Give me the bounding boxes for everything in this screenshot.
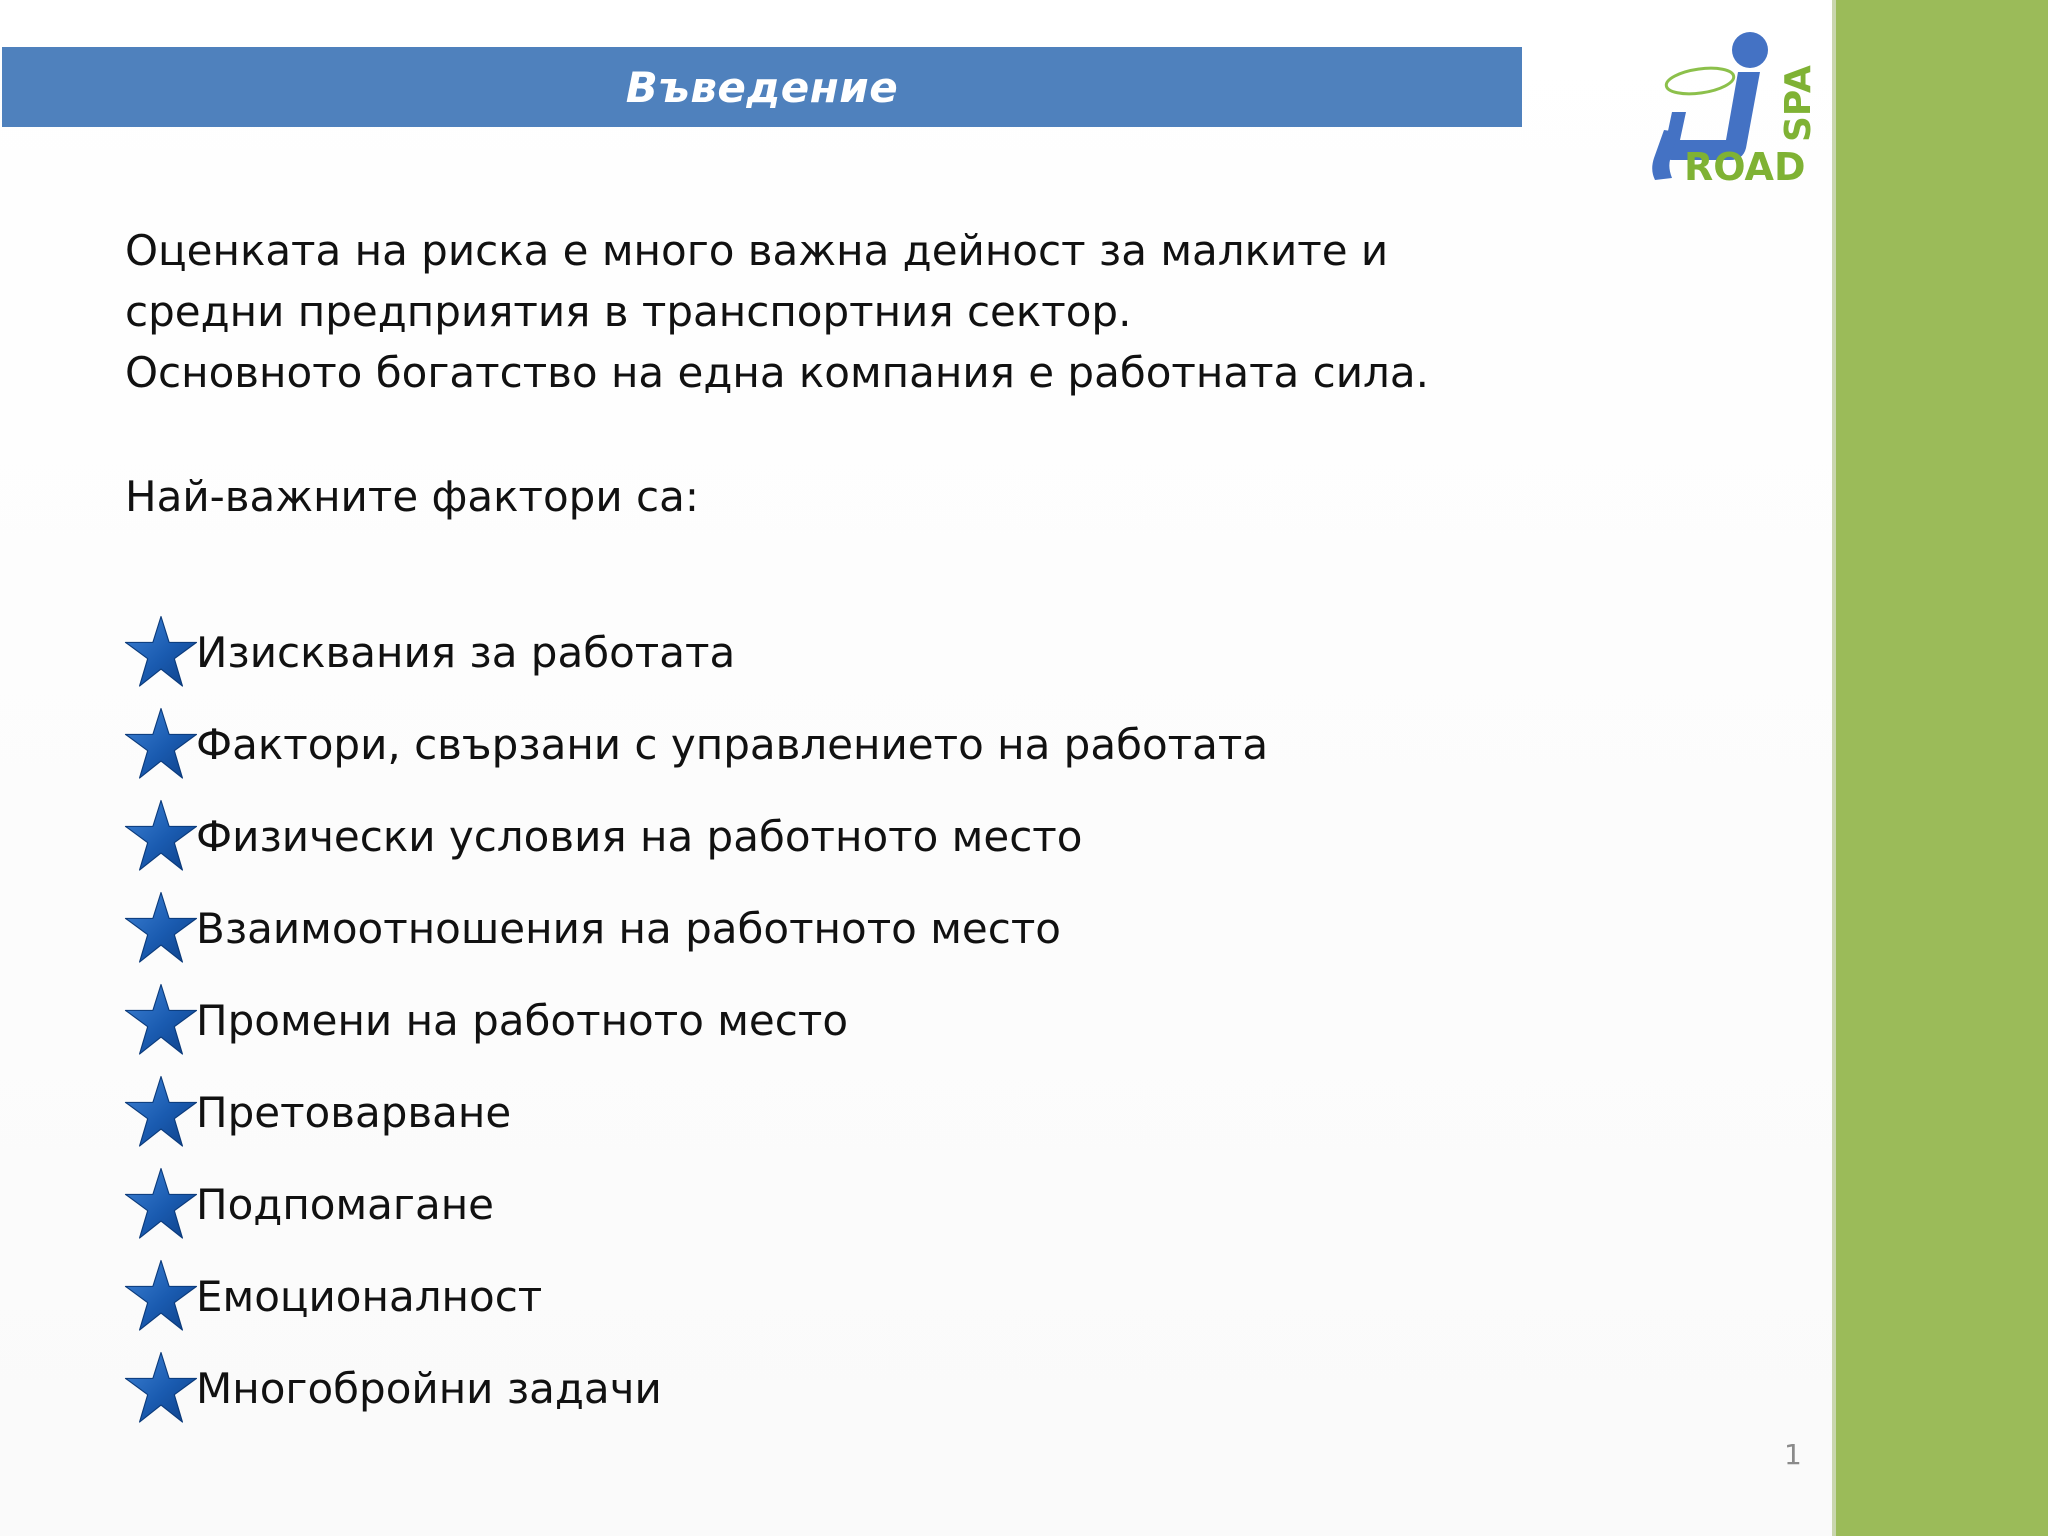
list-item [124, 1342, 1268, 1434]
factor-label: Промени на работното место [196, 995, 849, 1045]
blue-star-icon [124, 615, 198, 689]
road-spa-logo [1640, 20, 1815, 185]
list-item [124, 1158, 1268, 1250]
factor-label: Емоционалност [196, 1271, 543, 1321]
intro-text [125, 220, 1545, 403]
blue-star-icon [124, 1167, 198, 1241]
factor-label: Фактори, свързани с управлението на работата [196, 719, 1269, 769]
list-item [124, 1250, 1268, 1342]
list-item [124, 698, 1268, 790]
factor-label: Физически условия на работното место [196, 811, 1083, 861]
list-item [124, 1066, 1268, 1158]
blue-star-icon [124, 1259, 198, 1333]
list-item [124, 882, 1268, 974]
factor-label: Претоварване [196, 1087, 512, 1137]
intro-paragraph-1: Оценката на риска е много важна дейност за малките и средни предприятия в транспортния сектор. [125, 226, 1389, 336]
list-item [124, 790, 1268, 882]
blue-star-icon [124, 1351, 198, 1425]
list-item [124, 974, 1268, 1066]
logo-road-text: ROAD [1684, 145, 1806, 185]
factors-heading: Най-важните фактори са: [125, 472, 699, 521]
intro-paragraph-2: Основното богатство на една компания е работната сила. [125, 348, 1429, 397]
factor-label: Изисквания за работата [196, 627, 736, 677]
title-bar [2, 47, 1522, 127]
blue-star-icon [124, 983, 198, 1057]
blue-star-icon [124, 1075, 198, 1149]
page-title: Въведение [625, 62, 899, 112]
green-side-bar [1836, 0, 2048, 1536]
factor-list [124, 606, 1268, 1434]
blue-star-icon [124, 799, 198, 873]
blue-star-icon [124, 707, 198, 781]
page-number: 1 [1784, 1438, 1802, 1471]
factor-label: Подпомагане [196, 1179, 494, 1229]
road-spa-logo-icon [1640, 20, 1815, 185]
logo-spa-text: SPA [1778, 65, 1815, 142]
blue-star-icon [124, 891, 198, 965]
factor-label: Многобройни задачи [196, 1363, 662, 1413]
factor-label: Взаимоотношения на работното место [196, 903, 1061, 953]
list-item [124, 606, 1268, 698]
